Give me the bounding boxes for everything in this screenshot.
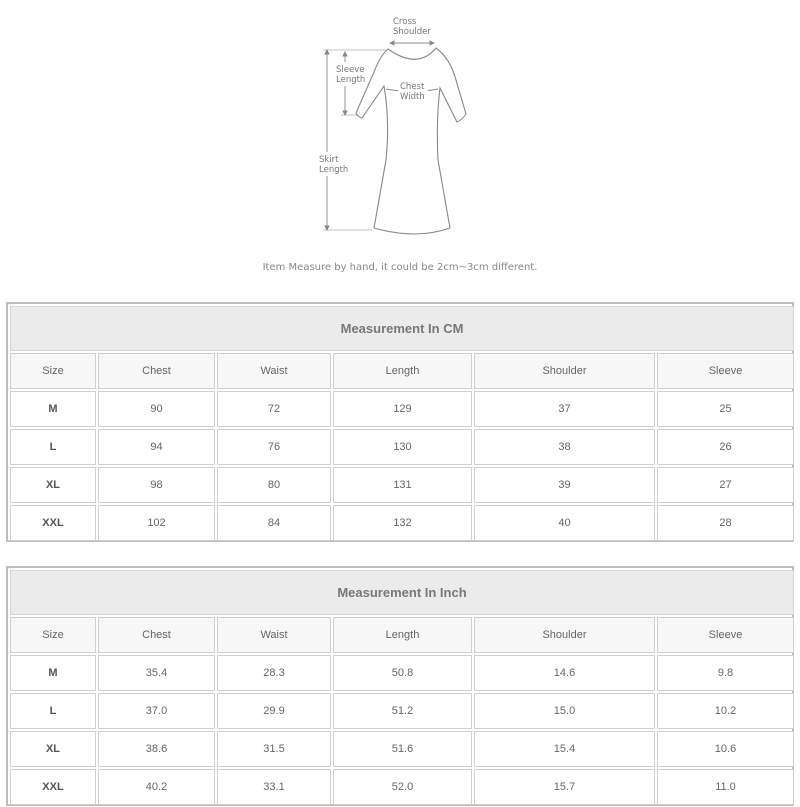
cell-sleeve: 26	[657, 429, 794, 465]
sleeve-label-line1: Sleeve	[336, 65, 365, 75]
sleeve-length-label-line2: Length	[336, 75, 366, 85]
cell-length: 129	[333, 391, 472, 427]
cell-waist: 80	[217, 467, 331, 503]
chest-width-label-line2: Width	[400, 92, 425, 102]
cell-shoulder: 40	[474, 505, 655, 541]
cell-size: XL	[10, 731, 96, 767]
cross-label-line1: Cross	[393, 17, 417, 27]
shoulder-label-line2: Shoulder	[393, 27, 431, 37]
skirt-label-line1: Skirt	[319, 155, 339, 165]
cell-chest: 40.2	[98, 769, 215, 805]
cell-length: 52.0	[333, 769, 472, 805]
header-size: Size	[10, 353, 96, 389]
cell-length: 51.2	[333, 693, 472, 729]
cell-chest: 94	[98, 429, 215, 465]
cell-sleeve: 11.0	[657, 769, 794, 805]
cell-length: 50.8	[333, 655, 472, 691]
cell-size: L	[10, 693, 96, 729]
table-row	[10, 655, 794, 691]
cell-shoulder: 14.6	[474, 655, 655, 691]
size-table-inch	[6, 566, 794, 806]
cell-sleeve: 10.6	[657, 731, 794, 767]
chest-label-line1: Chest	[400, 82, 425, 92]
cell-length: 51.6	[333, 731, 472, 767]
cell-size: M	[10, 391, 96, 427]
table-title: Measurement In Inch	[10, 570, 794, 615]
table-row	[10, 693, 794, 729]
cell-waist: 29.9	[217, 693, 331, 729]
cell-length: 130	[333, 429, 472, 465]
cell-waist: 72	[217, 391, 331, 427]
cell-chest: 90	[98, 391, 215, 427]
cell-waist: 33.1	[217, 769, 331, 805]
table-row	[10, 731, 794, 767]
skirt-length-label-line2: Length	[319, 165, 349, 175]
header-sleeve: Sleeve	[657, 353, 794, 389]
cell-sleeve: 25	[657, 391, 794, 427]
cell-waist: 31.5	[217, 731, 331, 767]
cell-shoulder: 15.4	[474, 731, 655, 767]
header-shoulder: Shoulder	[474, 617, 655, 653]
header-size: Size	[10, 617, 96, 653]
table-row	[10, 505, 794, 541]
header-chest: Chest	[98, 617, 215, 653]
cell-sleeve: 9.8	[657, 655, 794, 691]
cell-shoulder: 15.0	[474, 693, 655, 729]
table-header-row	[10, 617, 794, 653]
cell-sleeve: 10.2	[657, 693, 794, 729]
dress-outline-icon	[300, 0, 500, 250]
header-shoulder: Shoulder	[474, 353, 655, 389]
cell-length: 132	[333, 505, 472, 541]
cell-waist: 84	[217, 505, 331, 541]
cell-size: XXL	[10, 769, 96, 805]
cell-size: M	[10, 655, 96, 691]
cell-sleeve: 28	[657, 505, 794, 541]
cell-chest: 102	[98, 505, 215, 541]
cell-shoulder: 39	[474, 467, 655, 503]
table-header-row	[10, 353, 794, 389]
cell-chest: 38.6	[98, 731, 215, 767]
cell-size: XXL	[10, 505, 96, 541]
cell-waist: 28.3	[217, 655, 331, 691]
header-sleeve: Sleeve	[657, 617, 794, 653]
cell-shoulder: 38	[474, 429, 655, 465]
cell-shoulder: 37	[474, 391, 655, 427]
table-title: Measurement In CM	[10, 306, 794, 351]
cell-size: XL	[10, 467, 96, 503]
cell-size: L	[10, 429, 96, 465]
header-waist: Waist	[217, 617, 331, 653]
cell-length: 131	[333, 467, 472, 503]
cell-chest: 98	[98, 467, 215, 503]
cell-chest: 37.0	[98, 693, 215, 729]
dress-measurement-diagram	[300, 0, 500, 250]
header-length: Length	[333, 617, 472, 653]
measurement-note: Item Measure by hand, it could be 2cm~3cm different.	[262, 262, 538, 273]
header-waist: Waist	[217, 353, 331, 389]
size-table-cm	[6, 302, 794, 542]
cell-shoulder: 15.7	[474, 769, 655, 805]
cell-chest: 35.4	[98, 655, 215, 691]
cell-waist: 76	[217, 429, 331, 465]
cell-sleeve: 27	[657, 467, 794, 503]
header-chest: Chest	[98, 353, 215, 389]
table-row	[10, 467, 794, 503]
table-row	[10, 429, 794, 465]
table-row	[10, 391, 794, 427]
header-length: Length	[333, 353, 472, 389]
